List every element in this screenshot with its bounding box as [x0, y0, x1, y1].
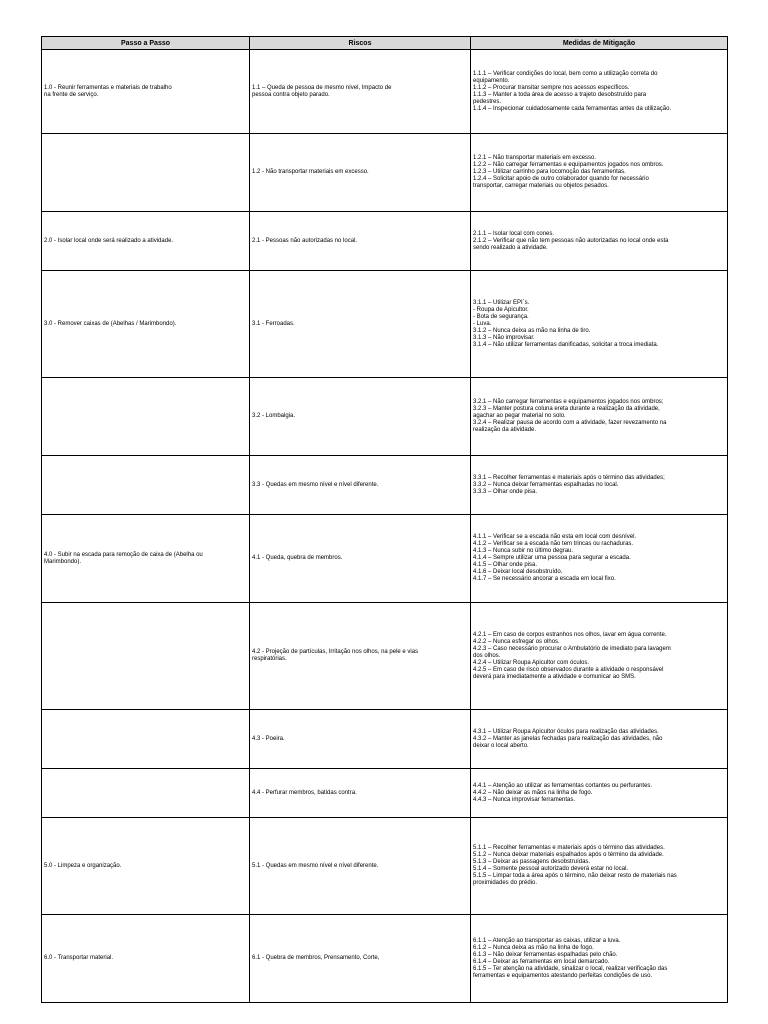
measure-item: 4.3.2 – Manter as janelas fechadas para realização das atividades, não deixar o local aberto. [473, 735, 663, 749]
risk-text: 3.3 - Quedas em mesmo nível e nível diferente. [252, 481, 379, 488]
step-cell [42, 915, 250, 1003]
step-cell [42, 212, 250, 271]
risk-text: 4.3 - Poeira. [252, 735, 285, 742]
step-text: 6.0 - Transportar material. [44, 955, 114, 961]
measures-cell [471, 212, 728, 271]
table-row [42, 456, 728, 515]
measures-cell [471, 378, 728, 456]
measure-item: 1.1.2 – Procurar transitar sempre nos acessos específicos. [473, 84, 630, 91]
step-cell [42, 50, 250, 134]
measure-item: 3.2.1 – Não carregar ferramentas e equipamentos jogados nos ombros; [473, 399, 664, 405]
table-row [42, 915, 728, 1003]
step-cell [42, 134, 250, 212]
risk-text: 4.4 - Perfurar membros, batidas contra. [252, 789, 357, 796]
step-cell [42, 769, 250, 818]
table-row [42, 818, 728, 915]
risk-cell [250, 50, 471, 134]
measure-item: 1.1.3 – Manter a toda área de acesso a trajeto desobstruído para pedestres. [473, 91, 647, 105]
measure-item: 4.2.5 – Em caso de risco observados durante a atividade o responsável deverá para imediatamente a atividade e comunicar ao SMS. [473, 666, 664, 680]
measure-item: 3.3.2 – Nunca deixar ferramentas espalhadas no local. [473, 481, 619, 488]
table-row [42, 515, 728, 603]
measure-item: 6.1.1 – Atenção ao transportar as caixas, utilizar a luva. [473, 937, 621, 944]
risk-cell [250, 769, 471, 818]
risk-cell [250, 134, 471, 212]
risk-text: 5.1 - Quedas em mesmo nível e nível diferente. [252, 862, 379, 869]
header-row [42, 37, 728, 50]
risk-text: 6.1 - Quebra de membros, Prensamento, Corte, [252, 955, 380, 961]
measure-item: 3.1.4 – Não utilizar ferramentas danificadas, solicitar a troca imediata. [473, 341, 659, 348]
measure-item: 4.1.3 – Nunca subir no último degrau. [473, 548, 574, 554]
measure-item: 1.2.2 – Não carregar ferramentas e equipamentos jogados nos ombros. [473, 162, 664, 168]
measure-item: 3.3.1 – Recolher ferramentas e materiais após o término das atividades; [473, 474, 665, 481]
measures-cell [471, 769, 728, 818]
measure-item: 6.1.2 – Nunca deixa as mão na linha de fogo. [473, 944, 594, 951]
table-row [42, 769, 728, 818]
table-row [42, 212, 728, 271]
measure-item: 4.3.1 – Utilizar Roupa Apicultor óculos para realização das atividades. [473, 728, 659, 735]
risk-text: 3.2 - Lombalgia. [252, 413, 296, 419]
measure-item: 5.1.4 – Somente pessoal autorizado deverá estar no local. [473, 866, 629, 872]
risk-text: 2.1 - Pessoas não autorizadas no local. [252, 237, 358, 244]
risk-table [41, 36, 728, 1003]
measure-item: 4.4.1 – Atenção ao utilizar as ferramentas cortantes ou perfurantes. [473, 782, 653, 789]
measure-item: - Bota de segurança. [473, 313, 529, 320]
measure-item: 4.4.3 – Nunca improvisar ferramentas. [473, 796, 576, 803]
risk-cell [250, 456, 471, 515]
step-cell [42, 710, 250, 769]
measure-item: 6.1.4 – Deixar as ferramentas em local demarcado. [473, 958, 610, 965]
measure-item: 1.1.4 – Inspecionar cuidadosamente cada ferramentas antes da utilização. [473, 105, 672, 112]
measure-item: 1.2.3 – Utilizar carrinho para locomoção das ferramentas. [473, 169, 626, 175]
step-text: 3.0 - Remover caixas de (Abelhas / Marimbondo). [44, 320, 177, 327]
measures-cell [471, 50, 728, 134]
risk-cell [250, 378, 471, 456]
risk-text: 1.2 - Não transportar materiais em excesso. [252, 169, 369, 175]
measure-item: - Roupa de Apicultor. [473, 306, 529, 313]
risk-cell [250, 710, 471, 769]
table-row [42, 603, 728, 710]
measure-item: 4.2.3 – Caso necessário procurar o Ambulatório de imediato para lavagem dos olhos. [473, 645, 671, 659]
measure-item: 4.1.5 – Olhar onde pisa. [473, 562, 538, 568]
measures-cell [471, 271, 728, 378]
measure-item: 4.1.7 – Se necessário ancorar a escada em local fixo. [473, 576, 616, 582]
measures-cell [471, 915, 728, 1003]
measure-item: 4.1.1 – Verificar se a escada não esta em local com desnível. [473, 534, 637, 540]
measure-item: 2.1.1 – Isolar local com cones. [473, 230, 555, 237]
measure-item: 3.3.3 – Olhar onde pisa. [473, 488, 538, 495]
measure-item: 2.1.2 – Verificar que não tem pessoas não autorizadas no local onde esta sendo realizado a atividade. [473, 237, 669, 251]
step-cell [42, 378, 250, 456]
step-cell [42, 818, 250, 915]
measure-item: 5.1.2 – Nunca deixar materiais espalhados após o término da atividade. [473, 852, 664, 858]
risk-text: 3.1 - Ferroadas. [252, 320, 295, 327]
risk-text: 1.1 – Queda de pessoa de mesmo nível, Impacto de pessoa contra objeto parado. [252, 84, 392, 98]
measures-cell [471, 603, 728, 710]
measure-item: 4.2.2 – Nunca esfregar os olhos. [473, 638, 560, 645]
table-row [42, 710, 728, 769]
measures-cell [471, 818, 728, 915]
header-measures: Medidas de Mitigação [471, 37, 728, 50]
measure-item: - Luva. [473, 320, 492, 327]
measure-item: 3.2.3 – Manter postura coluna ereta durante a realização da atividade, agachar ao pegar material no solo. [473, 406, 660, 419]
measure-item: 4.1.4 – Sempre utilizar uma pessoa para segurar a escada. [473, 555, 631, 561]
measure-item: 6.1.5 – Ter atenção na atividade, sinalizar o local, realizar verificação das ferramentas e equipamentos atestando perfeitas condições de uso. [473, 965, 668, 979]
measure-item: 3.1.3 – Não improvisar. [473, 334, 535, 341]
measures-cell [471, 134, 728, 212]
risk-cell [250, 915, 471, 1003]
measure-item: 5.1.5 – Limpar toda a área após o término, não deixar resto de materiais nas proximidades do prédio. [473, 873, 677, 886]
table-row [42, 134, 728, 212]
measure-item: 4.2.4 – Utilizar Roupa Apicultor com óculos. [473, 659, 590, 666]
measure-item: 3.2.4 – Realizar pausa de acordo com a atividade, fazer revezamento na realização da atividade. [473, 420, 667, 433]
step-text: 5.0 - Limpeza e organização. [44, 862, 122, 869]
step-cell [42, 515, 250, 603]
measure-item: 1.1.1 – Verificar condições do local, bem como a utilização correta do equipamento. [473, 70, 658, 84]
measure-item: 4.1.2 – Verificar se a escada não tem trincas ou rachaduras. [473, 541, 634, 547]
measure-item: 1.2.1 – Não transportar materiais em excesso. [473, 155, 597, 161]
measures-cell [471, 515, 728, 603]
measure-item: 5.1.1 – Recolher ferramentas e materiais após o término das atividades. [473, 845, 665, 851]
measure-item: 4.2.1 – Em caso de corpos estranhos nos olhos, lavar em água corrente. [473, 631, 667, 638]
step-cell [42, 456, 250, 515]
risk-cell [250, 818, 471, 915]
measure-item: 3.1.1 – Utilizar EPI´s. [473, 299, 530, 306]
risk-cell [250, 271, 471, 378]
table-row [42, 50, 728, 134]
step-cell [42, 271, 250, 378]
measure-item: 6.1.3 – Não deixar ferramentas espalhadas pelo chão. [473, 951, 618, 958]
measures-cell [471, 456, 728, 515]
risk-cell [250, 603, 471, 710]
risk-text: 4.2 - Projeção de partículas, Irritação nos olhos, na pele e vias respiratórias. [252, 649, 419, 662]
measure-item: 5.1.3 – Deixar as passagens desobstruídas. [473, 859, 591, 865]
step-text: 2.0 - Isolar local onde será realizado a atividade. [44, 237, 174, 244]
risk-text: 4.1 - Queda, quebra de membros. [252, 555, 343, 561]
measure-item: 4.4.2 – Não deixar as mãos na linha de fogo. [473, 789, 593, 796]
measure-item: 3.1.2 – Nunca deixa as mão na linha de tiro. [473, 327, 591, 334]
step-text: 1.0 - Reunir ferramentas e materiais de trabalho na frente de serviço. [44, 84, 172, 98]
table-row [42, 378, 728, 456]
risk-cell [250, 212, 471, 271]
header-risks: Riscos [250, 37, 471, 50]
table-row [42, 271, 728, 378]
header-step: Passo a Passo [42, 37, 250, 50]
measures-cell [471, 710, 728, 769]
measure-item: 4.1.6 – Deixar local desobstruído. [473, 569, 563, 575]
step-text: 4.0 - Subir na escada para remoção de caixa de (Abelha ou Marimbondo). [44, 551, 203, 565]
step-cell [42, 603, 250, 710]
risk-cell [250, 515, 471, 603]
measure-item: 1.2.4 – Solicitar apoio de outro colaborador quando for necessário transportar, carregar materiais ou objetos pesados. [473, 176, 649, 189]
